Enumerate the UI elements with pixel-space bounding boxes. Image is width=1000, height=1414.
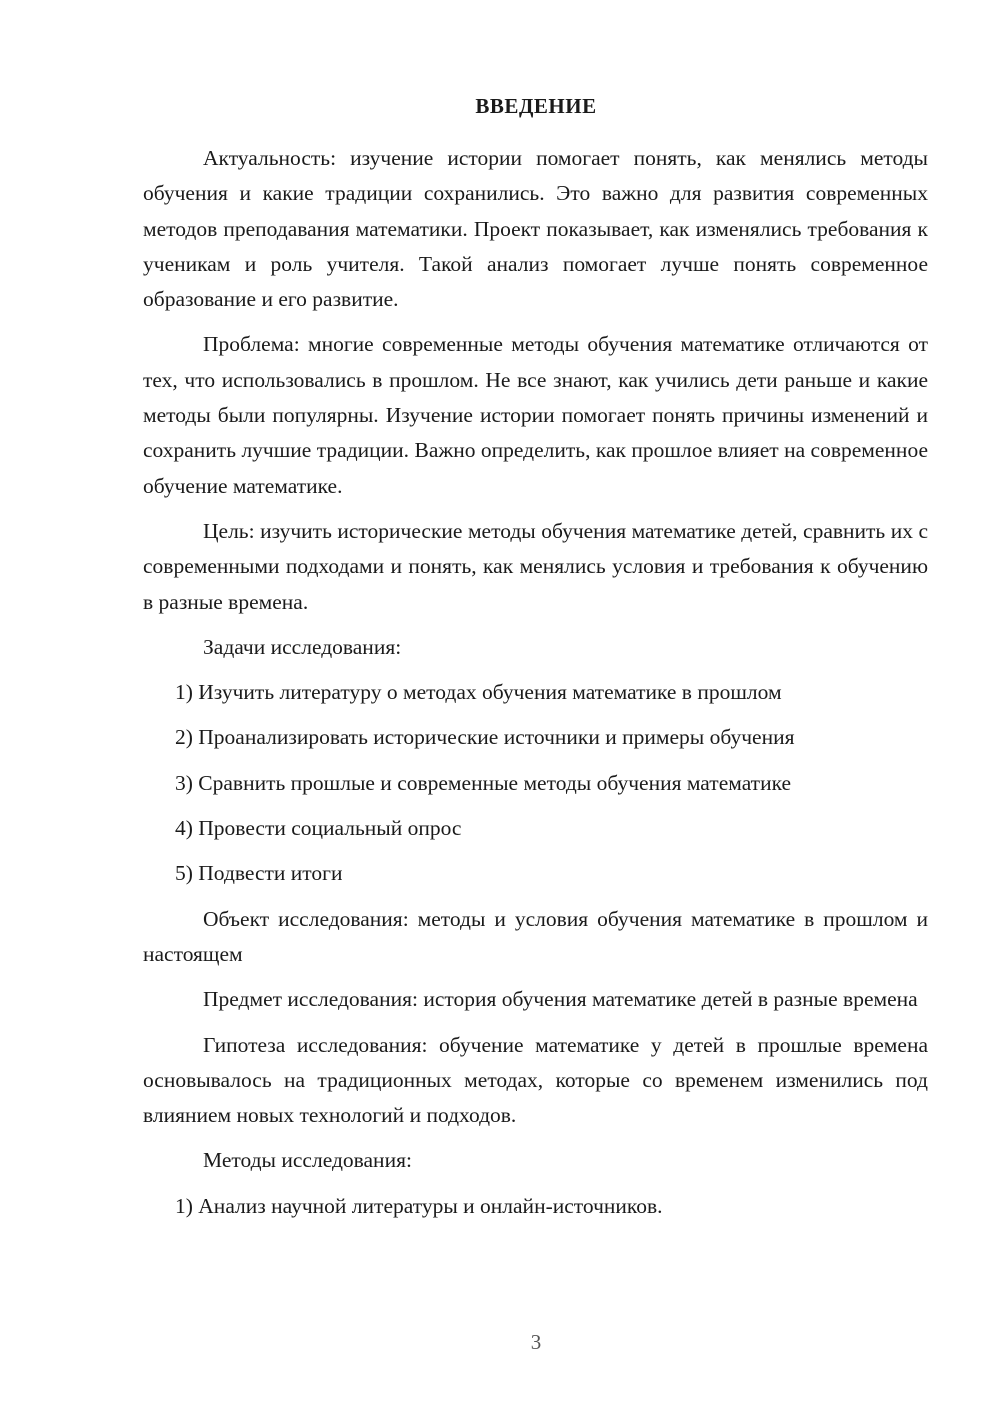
page-heading: ВВЕДЕНИЕ xyxy=(475,94,597,118)
tasks-label: Задачи исследования: xyxy=(203,634,402,659)
list-item: 3) Сравнить прошлые и современные методы обучения математике xyxy=(175,770,792,795)
goal-paragraph: Цель: изучить исторические методы обучения математике детей, сравнить их с современными подходами и понять, как менялись условия и требования к обучению в разные времена. xyxy=(143,518,928,614)
subject-paragraph: Предмет исследования: история обучения математике детей в разные времена xyxy=(203,987,918,1012)
tasks-list xyxy=(143,675,928,891)
methods-label: Методы исследования: xyxy=(203,1148,412,1173)
list-item: 2) Проанализировать исторические источники и примеры обучения xyxy=(175,725,795,750)
list-item: 5) Подвести итоги xyxy=(175,861,343,886)
list-item: 4) Провести социальный опрос xyxy=(175,816,462,841)
relevance-paragraph: Актуальность: изучение истории помогает понять, как менялись методы обучения и какие традиции сохранились. Это важно для развития современных методов преподавания математики. Проект показывает, как изменялись требования к ученикам и роль учителя. Такой анализ помогает лучше понять современное образование и его развитие. xyxy=(143,146,928,312)
object-paragraph: Объект исследования: методы и условия обучения математике в прошлом и настоящем xyxy=(143,906,928,966)
list-item: 1) Изучить литературу о методах обучения математике в прошлом xyxy=(175,680,782,705)
page-content xyxy=(143,141,928,1234)
list-item: 1) Анализ научной литературы и онлайн-источников. xyxy=(175,1193,663,1218)
hypothesis-paragraph: Гипотеза исследования: обучение математике у детей в прошлые времена основывалось на традиционных методах, которые со временем изменились под влиянием новых технологий и подходов. xyxy=(143,1032,928,1128)
page-number: 3 xyxy=(530,1330,542,1354)
problem-paragraph: Проблема: многие современные методы обучения математике отличаются от тех, что использовались в прошлом. Не все знают, как учились дети раньше и какие методы были популярны. Изучение истории помогает понять причины изменений и сохранить лучшие традиции. Важно определить, как прошлое влияет на современное обучение математике. xyxy=(143,332,928,498)
methods-list xyxy=(143,1189,928,1224)
